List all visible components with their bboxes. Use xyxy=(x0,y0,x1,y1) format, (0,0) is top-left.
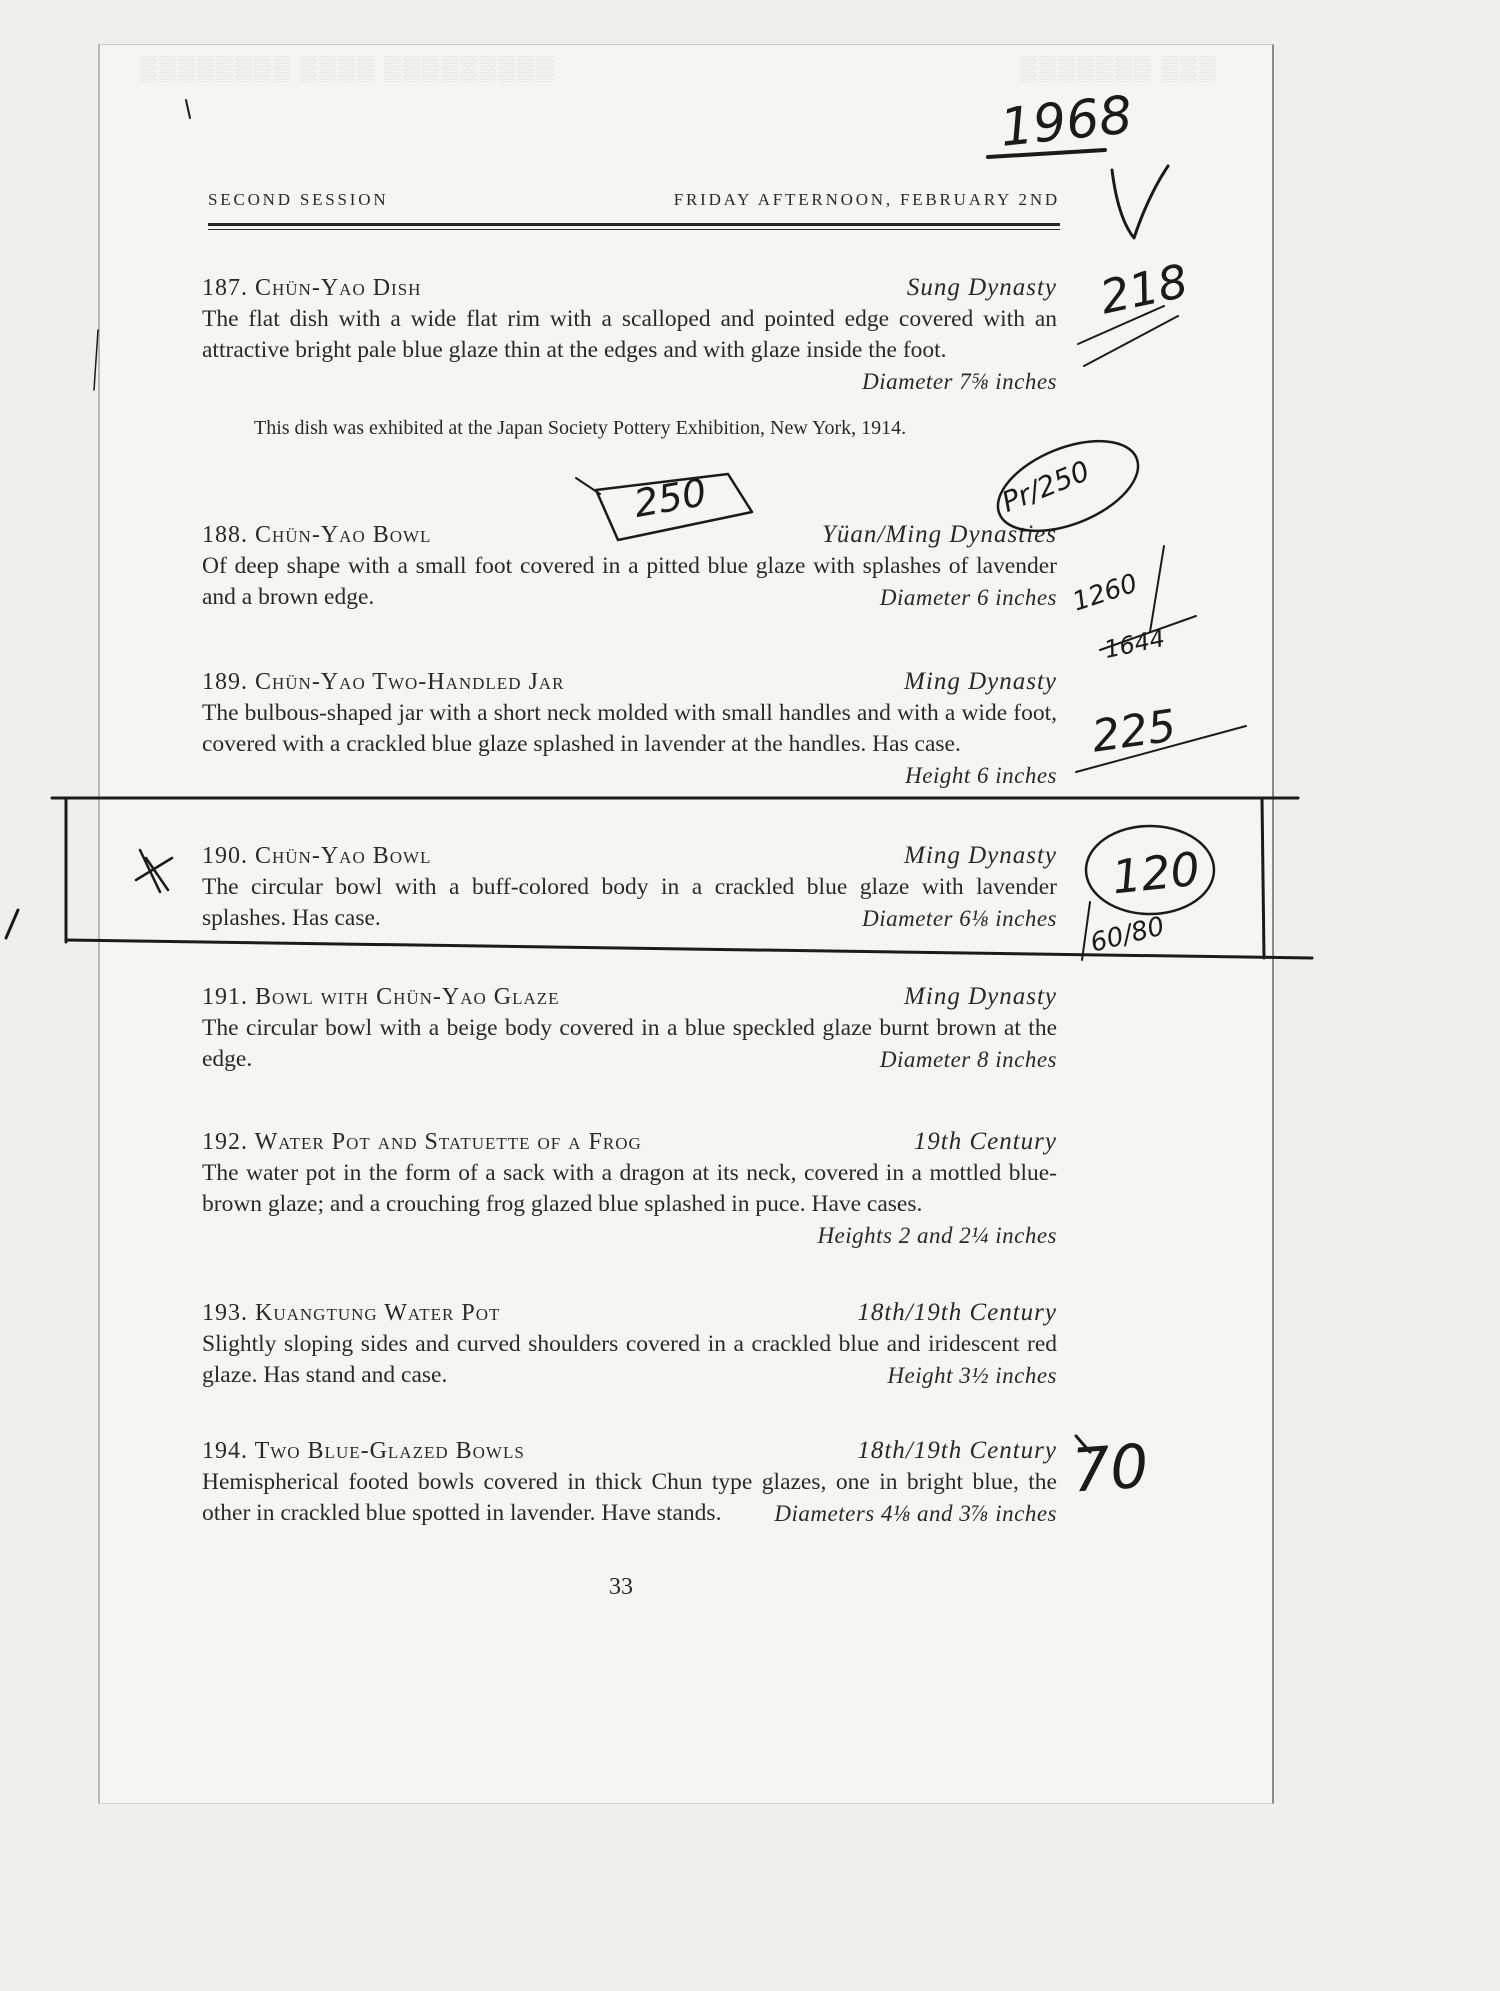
lot-dimensions: Diameter 8 inches xyxy=(879,1047,1057,1072)
handwritten-price-lot-194: 70 xyxy=(1069,1431,1151,1507)
session-date: FRIDAY AFTERNOON, FEBRUARY 2ND xyxy=(673,190,1060,209)
handwritten-note-lot-188-a: 1260 xyxy=(1068,568,1142,618)
lot-194 xyxy=(202,1431,1057,1529)
lot-dimensions: Diameter 6⅛ inches xyxy=(862,906,1057,931)
lot-description-text: The water pot in the form of a sack with a dragon at its neck, covered in a mottled blue-brown glaze; and a crouching frog glazed blue splashed in puce. Have cases. xyxy=(202,1160,1057,1217)
lot-title: 193. Kuangtung Water Pot xyxy=(202,1300,501,1326)
lot-description xyxy=(202,1158,1057,1248)
lot-description-text: The circular bowl with a beige body covered in a blue speckled glaze burnt brown at the edge. xyxy=(202,1015,1057,1072)
lot-description-text: The flat dish with a wide flat rim with a scalloped and pointed edge covered with an attractive bright pale blue glaze thin at the edges and with glaze inside the foot. xyxy=(202,306,1057,363)
lot-191 xyxy=(202,977,1057,1075)
bleed-through-text: ▒▒▒▒▒▒▒▒ ▒▒▒▒ ▒▒▒▒▒▒▒▒▒ xyxy=(140,56,556,82)
lot-title: 189. Chün-Yao Two-Handled Jar xyxy=(202,669,565,695)
lot-period: 18th/19th Century xyxy=(857,1299,1057,1326)
handwritten-price-lot-187: 218 xyxy=(1095,253,1193,325)
lot-dimensions: Height 3½ inches xyxy=(887,1363,1057,1388)
lot-dimensions: Height 6 inches xyxy=(905,763,1057,788)
lot-title: 190. Chün-Yao Bowl xyxy=(202,843,432,869)
lot-period: Ming Dynasty xyxy=(904,842,1057,869)
lot-period: Yüan/Ming Dynasties xyxy=(822,521,1057,548)
handwritten-price-lot-189: 225 xyxy=(1088,700,1180,763)
lot-192 xyxy=(202,1122,1057,1251)
header-rule xyxy=(208,223,1060,226)
lot-description xyxy=(202,1329,1057,1391)
lot-description-text: Slightly sloping sides and curved shoulders covered in a crackled blue and iridescent red glaze. Has stand and case. xyxy=(202,1331,1057,1388)
handwritten-year: 1968 xyxy=(997,85,1136,159)
lot-description xyxy=(202,1013,1057,1075)
lot-187 xyxy=(202,268,1057,397)
lot-description-text: The bulbous-shaped jar with a short neck molded with small handles and with a wide foot, covered with a crackled blue glaze splashed in lavender at the handles. Has case. xyxy=(202,700,1057,757)
lot-dimensions: Diameter 6 inches xyxy=(879,585,1057,610)
lot-187-exhibition-note: This dish was exhibited at the Japan Society Pottery Exhibition, New York, 1914. xyxy=(254,417,907,439)
lot-period: Ming Dynasty xyxy=(904,668,1057,695)
lot-dimensions: Diameters 4⅛ and 3⅞ inches xyxy=(774,1501,1057,1526)
lot-title: 187. Chün-Yao Dish xyxy=(202,275,422,301)
lot-description xyxy=(202,551,1057,613)
lot-description xyxy=(202,1467,1057,1529)
lot-title: 194. Two Blue-Glazed Bowls xyxy=(202,1438,525,1464)
lot-description xyxy=(202,698,1057,788)
lot-190 xyxy=(202,836,1057,934)
page-number: 33 xyxy=(609,1574,633,1600)
lot-description-text: The circular bowl with a buff-colored body in a crackled blue glaze with lavender splashes. Has case. xyxy=(202,874,1057,931)
lot-dimensions: Diameter 7⅝ inches xyxy=(862,369,1057,394)
lot-period: 18th/19th Century xyxy=(857,1437,1057,1464)
lot-period: Ming Dynasty xyxy=(904,983,1057,1010)
lot-description xyxy=(202,304,1057,394)
lot-description-text: Hemispherical footed bowls covered in thick Chun type glazes, one in bright blue, the other in crackled blue spotted in lavender. Have stands. xyxy=(202,1469,1057,1526)
handwritten-circle-lot-188: Pr/250 xyxy=(997,454,1095,519)
lot-189 xyxy=(202,662,1057,791)
lot-period: Sung Dynasty xyxy=(906,274,1057,301)
bleed-through-text: ▒▒▒▒▒▒▒ ▒▒▒ xyxy=(1020,56,1219,82)
lot-dimensions: Heights 2 and 2¼ inches xyxy=(817,1223,1057,1248)
lot-period: 19th Century xyxy=(913,1128,1057,1155)
lot-188 xyxy=(202,515,1057,613)
handwritten-price-lot-190: 120 xyxy=(1109,841,1203,905)
lot-title: 191. Bowl with Chün-Yao Glaze xyxy=(202,984,560,1010)
handwritten-box-lot-188: 250 xyxy=(630,470,710,526)
lot-193 xyxy=(202,1293,1057,1391)
lot-title: 188. Chün-Yao Bowl xyxy=(202,522,432,548)
lot-description xyxy=(202,872,1057,934)
handwritten-note-lot-188-b: 1644 xyxy=(1101,623,1168,665)
pencil-stroke xyxy=(6,910,18,938)
lot-description-text: Of deep shape with a small foot covered in a pitted blue glaze with splashes of lavender and a brown edge. xyxy=(202,553,1057,610)
lot-title: 192. Water Pot and Statuette of a Frog xyxy=(202,1129,642,1155)
session-label: SECOND SESSION xyxy=(208,190,389,209)
header-rule-thin xyxy=(208,229,1060,230)
handwritten-split-lot-190: 60/80 xyxy=(1087,911,1168,959)
